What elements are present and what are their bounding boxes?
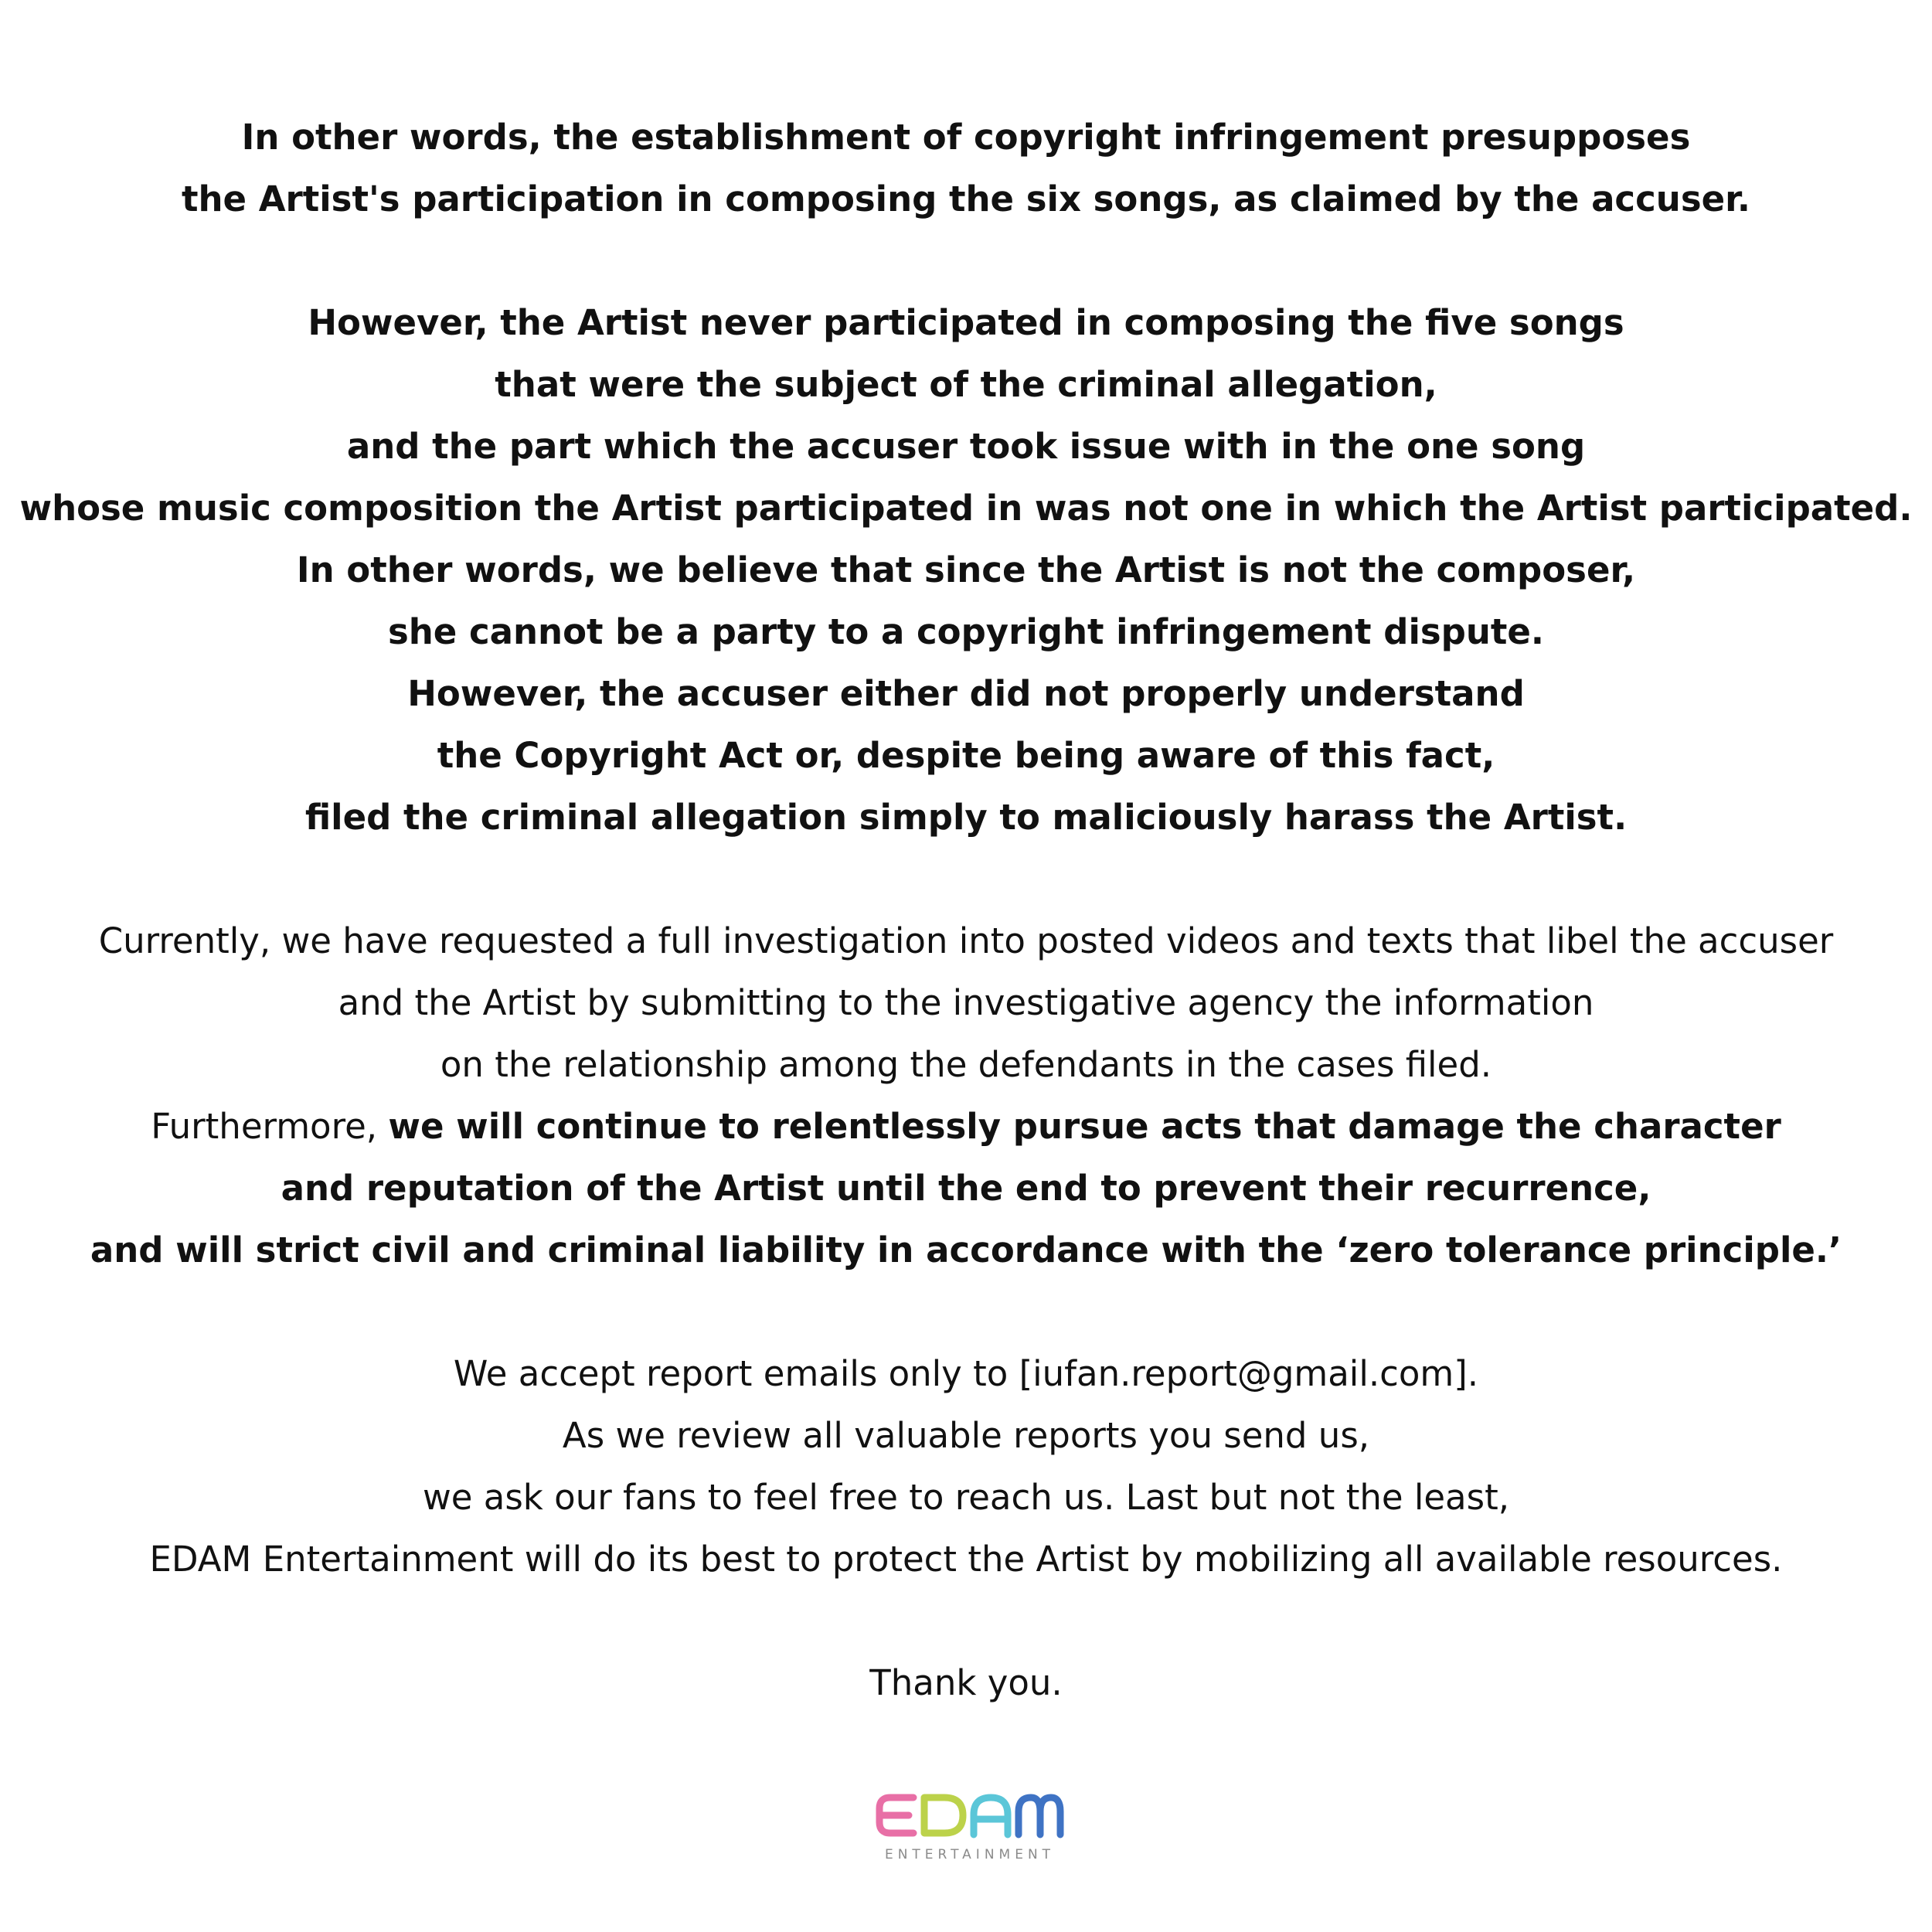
paragraph-gap — [0, 849, 1932, 910]
text-line: filed the criminal allegation simply to maliciously harass the Artist. — [304, 797, 1628, 838]
text-line: In other words, we believe that since the Artist is not the composer, — [296, 549, 1636, 590]
text-line-mixed — [0, 1096, 1932, 1158]
logo-letter-m — [1019, 1798, 1060, 1835]
paragraph-gap — [0, 1281, 1932, 1343]
text-line: However, the accuser either did not properly understand — [407, 673, 1525, 714]
text-line: the Artist's participation in composing the six songs, as claimed by the accuser. — [181, 179, 1750, 219]
text-line: that were the subject of the criminal allegation, — [495, 364, 1437, 405]
paragraph-copyright-presupposition — [0, 107, 1932, 230]
text-line: and the Artist by submitting to the investigative agency the information — [338, 982, 1594, 1023]
edam-logo-mark — [873, 1791, 1066, 1845]
text-bold-part: we will continue to relentlessly pursue acts that damage the character — [388, 1106, 1781, 1147]
text-line: whose music composition the Artist participated in was not one in which the Artist participated. — [19, 488, 1913, 529]
logo-letter-d — [924, 1798, 963, 1833]
text-line: However, the Artist never participated in composing the five songs — [308, 302, 1624, 343]
text-line: and will strict civil and criminal liability in accordance with the ‘zero tolerance principle.’ — [90, 1230, 1842, 1270]
text-regular-part: Furthermore, — [151, 1106, 389, 1147]
edam-entertainment-logo — [873, 1791, 1066, 1861]
logo-letter-e — [879, 1798, 913, 1833]
logo-subtitle: ENTERTAINMENT — [884, 1847, 1056, 1862]
text-line: and reputation of the Artist until the end to prevent their recurrence, — [281, 1168, 1651, 1209]
paragraph-gap — [0, 1590, 1932, 1652]
statement-body — [0, 107, 1932, 1714]
paragraph-closing — [0, 1652, 1932, 1714]
text-line: we ask our fans to feel free to reach us. Last but not the least, — [422, 1477, 1510, 1518]
text-line: In other words, the establishment of copyright infringement presupposes — [241, 117, 1691, 158]
paragraph-gap — [0, 230, 1932, 292]
text-line: Currently, we have requested a full investigation into posted videos and texts that libel the accuser — [98, 920, 1834, 961]
text-line: on the relationship among the defendants in the cases filed. — [440, 1044, 1492, 1085]
text-line: she cannot be a party to a copyright infringement dispute. — [387, 611, 1545, 652]
text-line: As we review all valuable reports you send us, — [562, 1415, 1370, 1456]
text-line: We accept report emails only to [iufan.report@gmail.com]. — [453, 1353, 1479, 1394]
text-line: the Copyright Act or, despite being aware of this fact, — [437, 735, 1495, 776]
paragraph-report-emails — [0, 1343, 1932, 1590]
logo-letter-a — [974, 1798, 1008, 1835]
text-line: and the part which the accuser took issue with in the one song — [346, 426, 1586, 467]
closing-text: Thank you. — [869, 1662, 1063, 1703]
text-line: EDAM Entertainment will do its best to protect the Artist by mobilizing all available resources. — [149, 1539, 1783, 1580]
paragraph-investigation — [0, 910, 1932, 1281]
paragraph-artist-not-composer — [0, 292, 1932, 849]
